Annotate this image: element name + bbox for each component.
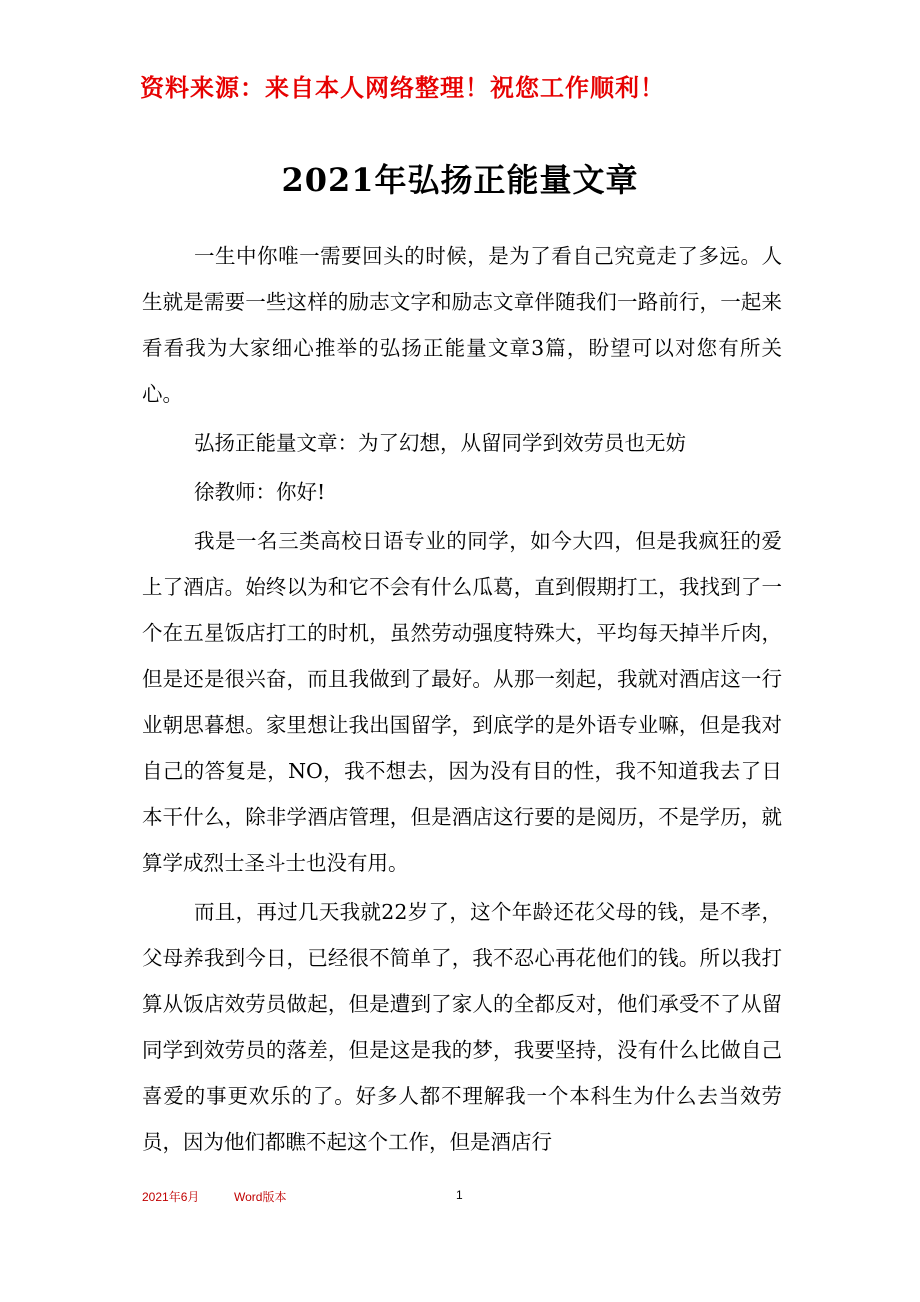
paragraph-greeting: 徐教师：你好! <box>194 480 326 504</box>
page-number: 1 <box>456 1188 463 1202</box>
document-title: 2021年弘扬正能量文章 <box>281 161 639 199</box>
paragraph-intro: 一生中你唯一需要回头的时候，是为了看自己究竟走了多远。人生就是需要一些这样的励志文字和励志文章伴随我们一路前行，一起来看看我为大家细心推举的弘扬正能量文章3篇，盼望可以对您有所关心。 <box>142 244 782 406</box>
footer-date: 2021年6月 <box>142 1190 200 1204</box>
footer-version: Word版本 <box>234 1190 287 1204</box>
document-body <box>142 233 782 1165</box>
paragraph-continuation: 而且，再过几天我就22岁了，这个年龄还花父母的钱，是不孝，父母养我到今日，已经很不简单了，我不忍心再花他们的钱。所以我打算从饭店效劳员做起，但是遭到了家人的全都反对，他们承受不了从留同学到效劳员的落差，但是这是我的梦，我要坚持，没有什么比做自己喜爱的事更欢乐的了。好多人都不理解我一个本科生为什么去当效劳员，因为他们都瞧不起这个工作，但是酒店行 <box>142 900 782 1154</box>
paragraph-subtitle: 弘扬正能量文章：为了幻想，从留同学到效劳员也无妨 <box>194 431 686 455</box>
paragraph-story: 我是一名三类高校日语专业的同学，如今大四，但是我疯狂的爱上了酒店。始终以为和它不会有什么瓜葛，直到假期打工，我找到了一个在五星饭店打工的时机，虽然劳动强度特殊大，平均每天掉半斤肉，但是还是很兴奋，而且我做到了最好。从那一刻起，我就对酒店这一行业朝思暮想。家里想让我出国留学，到底学的是外语专业嘛，但是我对自己的答复是，NO，我不想去，因为没有目的性，我不知道我去了日本干什么，除非学酒店管理，但是酒店这行要的是阅历，不是学历，就算学成烈士圣斗士也没有用。 <box>142 529 782 875</box>
source-note: 资料来源：来自本人网络整理！祝您工作顺利！ <box>140 74 665 102</box>
